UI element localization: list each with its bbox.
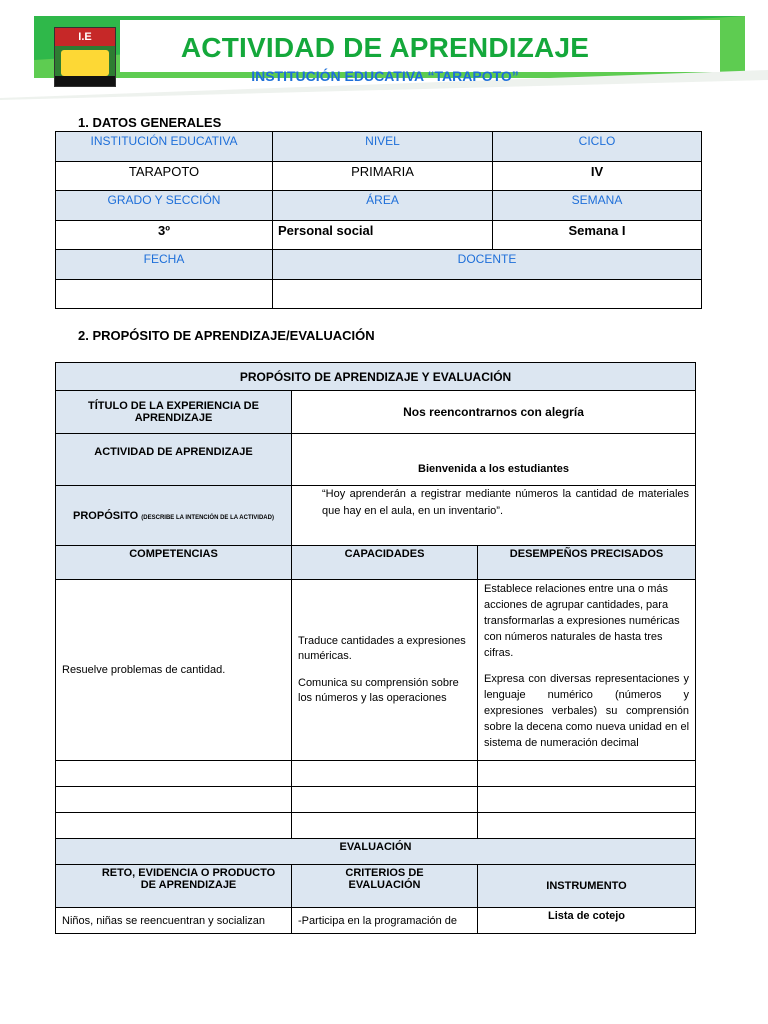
col-capacidades: CAPACIDADES bbox=[292, 546, 478, 580]
col-reto: RETO, EVIDENCIA O PRODUCTO DE APRENDIZAJE bbox=[56, 865, 292, 908]
reto-value: Niños, niñas se reencuentran y socializan bbox=[56, 908, 292, 934]
label-week: SEMANA bbox=[493, 191, 702, 221]
value-area: Personal social bbox=[273, 220, 493, 250]
value-institution: TARAPOTO bbox=[56, 161, 273, 191]
label-institution: INSTITUCIÓN EDUCATIVA bbox=[56, 132, 273, 162]
purpose-value: “Hoy aprenderán a registrar mediante números la cantidad de materiales que hay en el aula, en un inventario”. bbox=[292, 486, 696, 546]
general-data-table bbox=[55, 131, 702, 309]
value-date[interactable] bbox=[56, 279, 273, 309]
purpose-table bbox=[55, 362, 696, 934]
label-level: NIVEL bbox=[273, 132, 493, 162]
value-cycle: IV bbox=[493, 161, 702, 191]
logo-emblem bbox=[61, 50, 109, 76]
value-level: PRIMARIA bbox=[273, 161, 493, 191]
col-instrumento: INSTRUMENTO bbox=[478, 865, 696, 908]
capacidad-2: Comunica su comprensión sobre los números y las operaciones bbox=[298, 677, 459, 704]
purpose-label: PROPÓSITO bbox=[73, 509, 139, 522]
purpose-note: (DESCRIBE LA INTENCIÓN DE LA ACTIVIDAD) bbox=[141, 514, 274, 521]
instrumento-value: Lista de cotejo bbox=[478, 908, 696, 934]
label-cycle: CICLO bbox=[493, 132, 702, 162]
purpose-label-cell bbox=[56, 486, 292, 546]
desempeno-2: Expresa con diversas representaciones y lenguaje numérico (números y expresiones verbales) su comprensión sobre la decena como nueva unidad en el sistema de numeración decimal bbox=[484, 673, 690, 749]
section-1-heading: 1. DATOS GENERALES bbox=[78, 115, 222, 130]
activity-value: Bienvenida a los estudiantes bbox=[292, 434, 696, 486]
label-teacher: DOCENTE bbox=[273, 250, 702, 280]
school-logo bbox=[54, 27, 116, 87]
experience-title-value: Nos reencontrarnos con alegría bbox=[292, 391, 696, 434]
section-2-heading: 2. PROPÓSITO DE APRENDIZAJE/EVALUACIÓN bbox=[78, 328, 375, 343]
value-grade: 3º bbox=[56, 220, 273, 250]
experience-title-label: TÍTULO DE LA EXPERIENCIA DE APRENDIZAJE bbox=[56, 391, 292, 434]
col-competencias: COMPETENCIAS bbox=[56, 546, 292, 580]
capacidad-1: Traduce cantidades a expresiones numéricas. bbox=[298, 635, 466, 662]
value-week: Semana I bbox=[493, 220, 702, 250]
desempenos-cell bbox=[478, 580, 696, 761]
logo-text: I.E bbox=[55, 28, 115, 46]
capacidades-cell bbox=[292, 580, 478, 761]
desempeno-1: Establece relaciones entre una o más acciones de agrupar cantidades, para transformarlas a expresiones numéricas con números naturales de hasta tres cifras. bbox=[484, 583, 680, 659]
competencia-value: Resuelve problemas de cantidad. bbox=[56, 580, 292, 761]
page-subtitle: INSTITUCIÓN EDUCATIVA “TARAPOTO” bbox=[251, 68, 519, 84]
label-grade: GRADO Y SECCIÓN bbox=[56, 191, 273, 221]
criterio-value: -Participa en la programación de bbox=[292, 908, 478, 934]
col-desempenos: DESEMPEÑOS PRECISADOS bbox=[478, 546, 696, 580]
col-criterios: CRITERIOS DE EVALUACIÓN bbox=[292, 865, 478, 908]
activity-label: ACTIVIDAD DE APRENDIZAJE bbox=[56, 434, 292, 486]
value-teacher[interactable] bbox=[273, 279, 702, 309]
evaluation-title: EVALUACIÓN bbox=[56, 839, 696, 865]
label-date: FECHA bbox=[56, 250, 273, 280]
purpose-table-title: PROPÓSITO DE APRENDIZAJE Y EVALUACIÓN bbox=[56, 363, 696, 391]
label-area: ÁREA bbox=[273, 191, 493, 221]
page-title: ACTIVIDAD DE APRENDIZAJE bbox=[180, 32, 590, 63]
